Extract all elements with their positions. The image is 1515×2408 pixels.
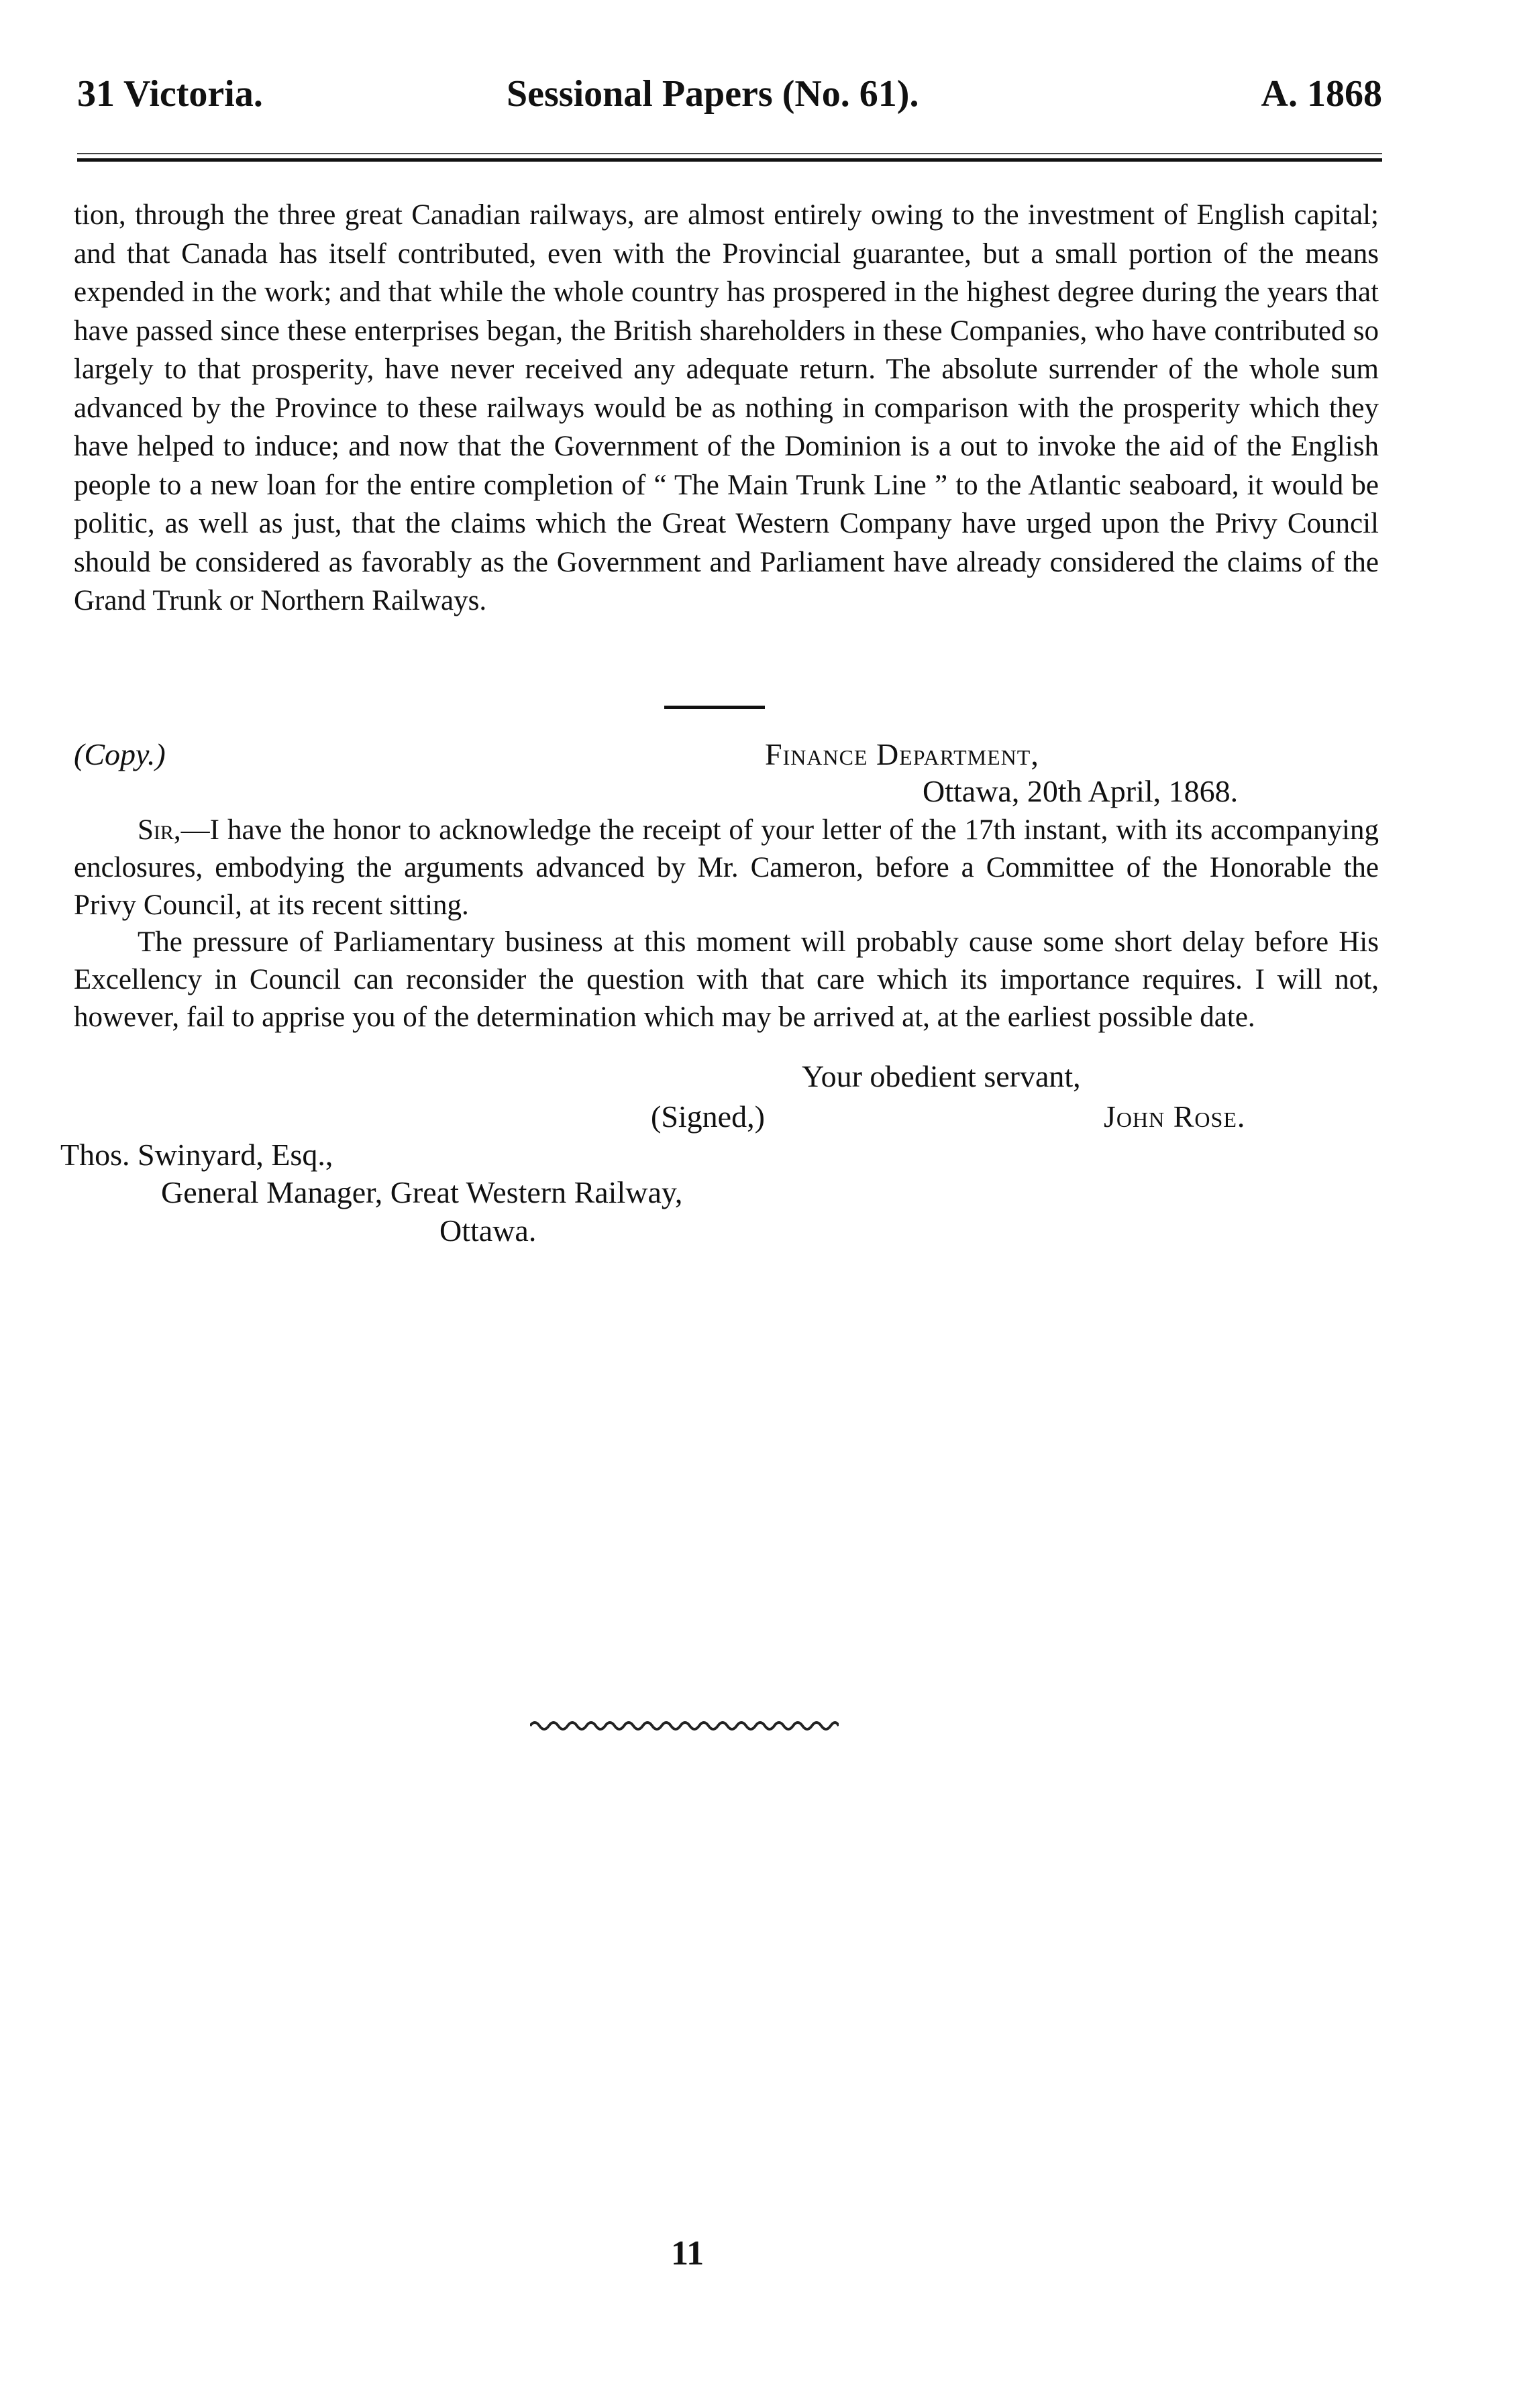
- copy-label: (Copy.): [74, 737, 166, 771]
- letter-paragraph-1: [74, 812, 1379, 924]
- header-volume: 31 Victoria.: [77, 73, 263, 115]
- header-rule-thin: [77, 153, 1382, 154]
- closing: Your obedient servant,: [802, 1059, 1081, 1093]
- addressee-city: Ottawa.: [439, 1213, 537, 1248]
- wavy-ornament: [530, 1714, 839, 1738]
- addressee-name: Thos. Swinyard, Esq.,: [60, 1138, 333, 1172]
- department-heading: Finance Department,: [765, 737, 1039, 771]
- salutation: Sir,: [138, 814, 181, 846]
- section-divider: [664, 706, 765, 709]
- addressee-title: General Manager, Great Western Railway,: [161, 1175, 683, 1209]
- header-rule-thick: [77, 158, 1382, 162]
- letter-paragraph-1-text: —I have the honor to acknowledge the receipt of your letter of the 17th instant, with its accompanying enclosures, embodying the arguments advanced by Mr. Cameron, before a Committee of the Honorable the Privy Council, at its recent sitting.: [74, 814, 1379, 921]
- letter-date: Ottawa, 20th April, 1868.: [923, 774, 1239, 808]
- header-title: Sessional Papers (No. 61).: [507, 73, 919, 115]
- running-header: [77, 67, 1382, 121]
- header-year: A. 1868: [1261, 73, 1382, 115]
- letter-paragraph-2: The pressure of Parliamentary business at this moment will probably cause some short delay before His Excellency in Council can reconsider the question with that care which its importance requires. I will not, however, fail to apprise you of the determination which may be arrived at, at the earliest possible date.: [74, 926, 1379, 1033]
- signer-name: John Rose.: [1104, 1099, 1246, 1134]
- body-paragraph: tion, through the three great Canadian railways, are almost entirely owing to the investment of English capital; and that Canada has itself contributed, even with the Provincial guarantee, but a small portion of the means expended in the work; and that while the whole country has prospered in the highest degree during the years that have passed since these enterprises began, the British shareholders in these Companies, who have contributed so largely to that prosperity, have never received any adequate return. The absolute surrender of the whole sum advanced by the Province to these railways would be as nothing in comparison with the prosperity which they have helped to induce; and now that the Government of the Dominion is a out to invoke the aid of the English people to a new loan for the entire completion of “ The Main Trunk Line ” to the Atlantic seaboard, it would be politic, as well as just, that the claims which the Great Western Company have urged upon the Privy Council should be considered as favorably as the Government and Parliament have already considered the claims of the Grand Trunk or Northern Railways.: [74, 199, 1379, 616]
- page-number: 11: [671, 2234, 704, 2273]
- signed-label: (Signed,): [651, 1099, 765, 1134]
